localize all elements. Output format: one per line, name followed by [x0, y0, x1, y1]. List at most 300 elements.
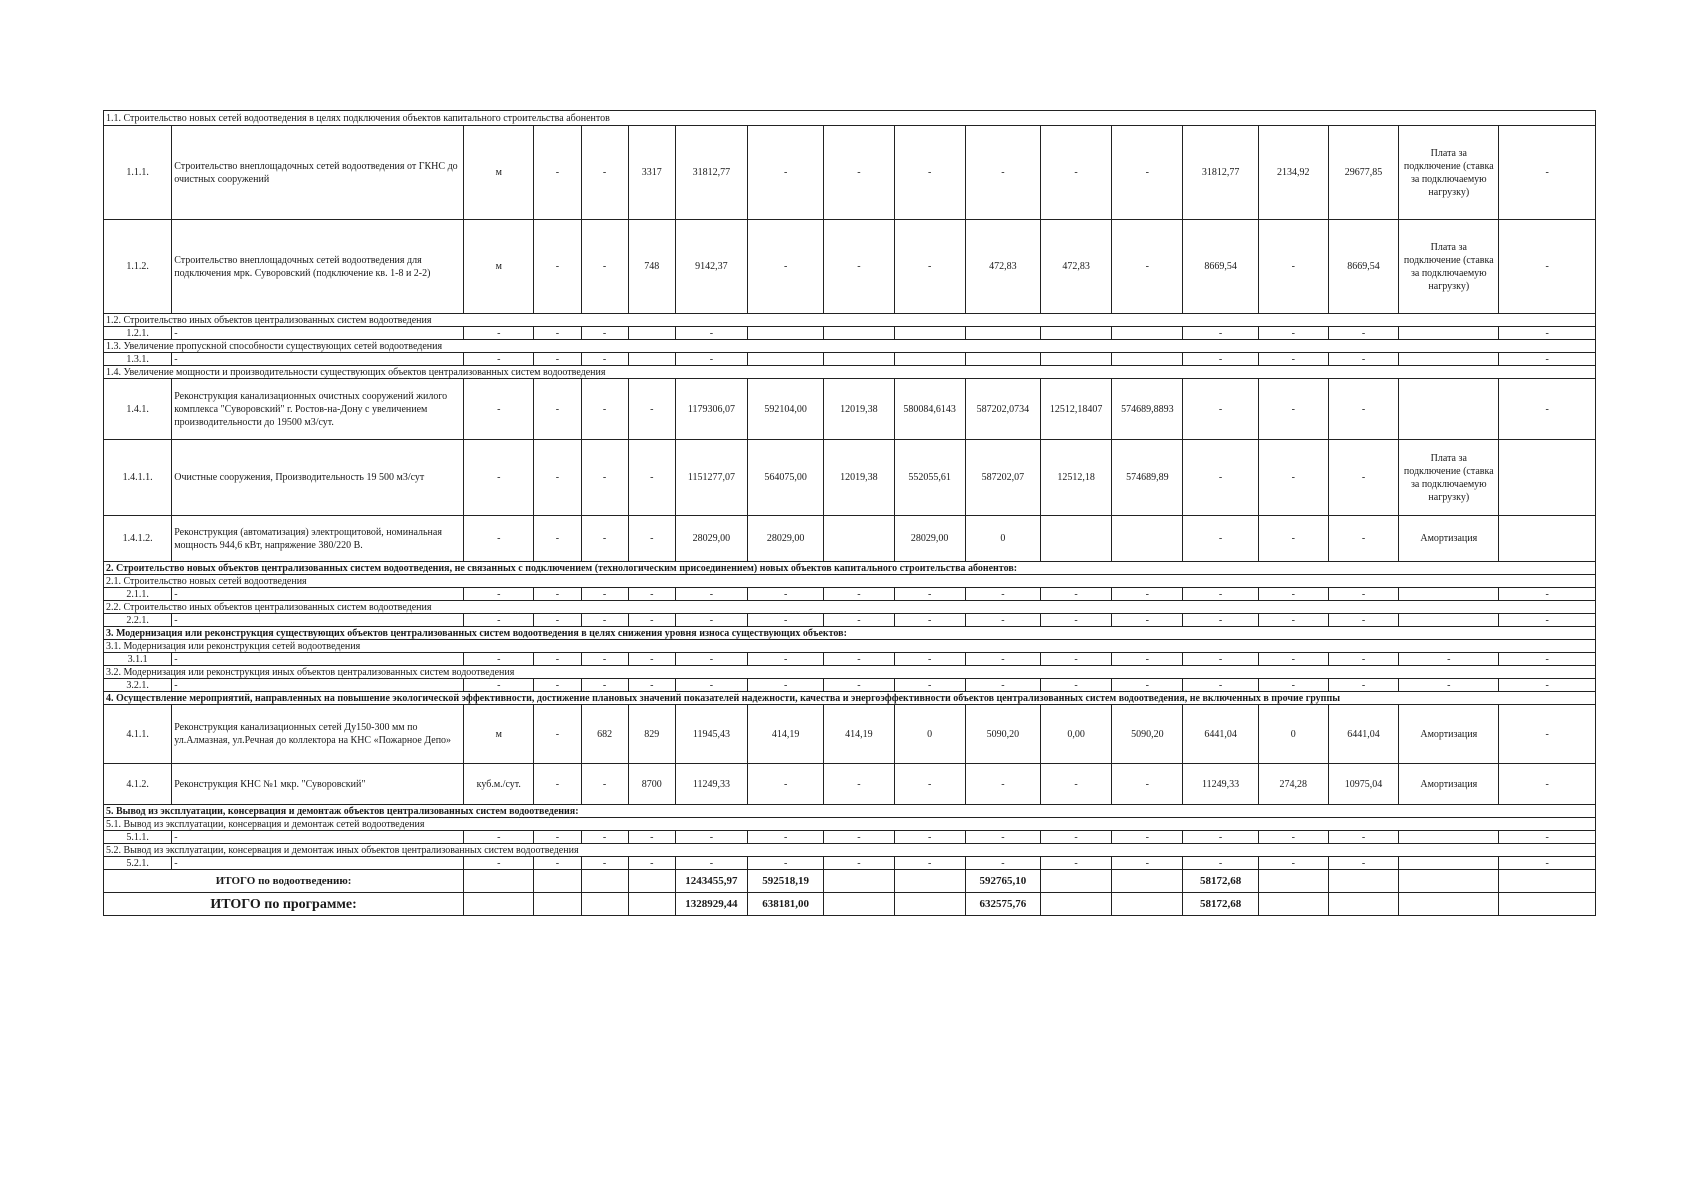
section-row	[104, 692, 1596, 705]
table-cell: 12019,38	[824, 440, 894, 516]
table-cell: -	[965, 614, 1040, 627]
table-cell: -	[1499, 353, 1596, 366]
table-cell: -	[534, 327, 581, 340]
table-cell: -	[894, 857, 965, 870]
table-cell: 28029,00	[675, 516, 747, 562]
table-cell	[1112, 327, 1183, 340]
table-cell: -	[1499, 327, 1596, 340]
table-cell: -	[894, 653, 965, 666]
row-number: 3.2.1.	[104, 679, 172, 692]
table-cell: -	[1112, 653, 1183, 666]
row-name: Реконструкция канализационных сетей Ду150-300 мм по ул.Алмазная, ул.Речная до коллектора на КНС «Пожарное Депо»	[172, 705, 464, 764]
total-label: ИТОГО по водоотведению:	[104, 870, 464, 893]
table-cell: -	[748, 831, 824, 844]
table-cell: 1151277,07	[675, 440, 747, 516]
table-cell: -	[748, 588, 824, 601]
table-cell: 580084,6143	[894, 379, 965, 440]
table-cell: -	[824, 614, 894, 627]
table-cell: -	[748, 653, 824, 666]
table-row	[104, 588, 1596, 601]
table-cell: -	[534, 653, 581, 666]
table-cell: 31812,77	[675, 126, 747, 220]
row-number: 3.1.1	[104, 653, 172, 666]
section-row	[104, 366, 1596, 379]
table-cell	[1040, 516, 1111, 562]
row-number: 1.1.2.	[104, 220, 172, 314]
table-cell: -	[1328, 379, 1398, 440]
total-cell	[464, 893, 534, 916]
total-cell	[894, 870, 965, 893]
total-cell: 638181,00	[748, 893, 824, 916]
table-cell: -	[675, 353, 747, 366]
total-cell	[1399, 870, 1499, 893]
table-cell	[965, 327, 1040, 340]
table-cell	[1399, 327, 1499, 340]
row-number: 1.4.1.	[104, 379, 172, 440]
table-cell: -	[675, 831, 747, 844]
table-cell: -	[534, 857, 581, 870]
table-cell: -	[824, 831, 894, 844]
table-cell: -	[1328, 679, 1398, 692]
table-cell: -	[1183, 857, 1258, 870]
table-cell: -	[675, 653, 747, 666]
table-cell: 12512,18407	[1040, 379, 1111, 440]
table-cell: -	[965, 679, 1040, 692]
table-cell: -	[1499, 588, 1596, 601]
table-cell: -	[894, 614, 965, 627]
table-cell: -	[581, 764, 628, 805]
table-cell: -	[464, 831, 534, 844]
table-cell	[1040, 353, 1111, 366]
row-name: -	[172, 614, 464, 627]
table-cell: 11249,33	[675, 764, 747, 805]
section-row	[104, 805, 1596, 818]
total-cell	[1499, 893, 1596, 916]
table-cell: 11945,43	[675, 705, 747, 764]
table-cell: 9142,37	[675, 220, 747, 314]
table-cell: -	[581, 588, 628, 601]
table-cell: -	[464, 614, 534, 627]
table-cell: -	[675, 614, 747, 627]
table-cell: 829	[628, 705, 675, 764]
table-cell: -	[894, 764, 965, 805]
table-cell: -	[1258, 588, 1328, 601]
total-cell: 58172,68	[1183, 893, 1258, 916]
row-number: 1.1.1.	[104, 126, 172, 220]
table-cell: -	[464, 516, 534, 562]
table-cell: -	[1399, 653, 1499, 666]
table-cell: -	[1499, 220, 1596, 314]
table-cell: -	[824, 653, 894, 666]
table-cell: -	[534, 588, 581, 601]
table-cell: Плата за подключение (ставка за подключаемую нагрузку)	[1399, 440, 1499, 516]
table-cell	[1399, 353, 1499, 366]
table-cell: 2134,92	[1258, 126, 1328, 220]
table-cell: -	[1112, 220, 1183, 314]
table-cell: -	[1112, 588, 1183, 601]
table-cell: -	[1183, 379, 1258, 440]
row-name: -	[172, 831, 464, 844]
table-cell: -	[1499, 831, 1596, 844]
table-cell	[1499, 516, 1596, 562]
section-heading: 5.2. Вывод из эксплуатации, консервация и демонтаж иных объектов централизованных систем водоотведения	[104, 844, 1596, 857]
table-cell: -	[1183, 831, 1258, 844]
table-cell: 29677,85	[1328, 126, 1398, 220]
table-cell: -	[965, 126, 1040, 220]
table-cell: -	[1399, 679, 1499, 692]
table-cell	[824, 327, 894, 340]
section-heading: 1.2. Строительство иных объектов централизованных систем водоотведения	[104, 314, 1596, 327]
table-cell: -	[1499, 614, 1596, 627]
section-heading: 1.3. Увеличение пропускной способности существующих сетей водоотведения	[104, 340, 1596, 353]
table-cell: -	[628, 857, 675, 870]
table-cell: -	[1183, 353, 1258, 366]
table-cell: куб.м./сут.	[464, 764, 534, 805]
row-number: 1.3.1.	[104, 353, 172, 366]
table-cell: -	[1258, 220, 1328, 314]
row-number: 1.2.1.	[104, 327, 172, 340]
table-cell: 3317	[628, 126, 675, 220]
row-number: 4.1.1.	[104, 705, 172, 764]
table-cell: 472,83	[965, 220, 1040, 314]
table-cell: -	[1258, 653, 1328, 666]
table-cell: 5090,20	[965, 705, 1040, 764]
table-cell: -	[1040, 588, 1111, 601]
table-cell: -	[1499, 679, 1596, 692]
section-heading: 4. Осуществление мероприятий, направленных на повышение экологической эффективности, достижение плановых значений показателей надежности, качества и энергоэффективности объектов централизованных систем водоотведения, не включенных в прочие группы	[104, 692, 1596, 705]
table-cell	[1040, 327, 1111, 340]
table-cell: 0	[965, 516, 1040, 562]
table-cell: -	[894, 679, 965, 692]
row-name: -	[172, 679, 464, 692]
table-cell: -	[1112, 679, 1183, 692]
total-row	[104, 893, 1596, 916]
table-cell: Амортизация	[1399, 764, 1499, 805]
table-cell: м	[464, 126, 534, 220]
table-row	[104, 679, 1596, 692]
table-cell: 587202,07	[965, 440, 1040, 516]
table-cell: 31812,77	[1183, 126, 1258, 220]
table-cell: 592104,00	[748, 379, 824, 440]
table-cell: -	[464, 379, 534, 440]
table-cell: -	[581, 440, 628, 516]
table-cell: 6441,04	[1183, 705, 1258, 764]
table-cell: -	[1328, 327, 1398, 340]
investment-program-table	[103, 110, 1596, 916]
table-cell: -	[628, 588, 675, 601]
total-cell	[1040, 870, 1111, 893]
table-cell: 8700	[628, 764, 675, 805]
table-cell: -	[748, 614, 824, 627]
section-row	[104, 562, 1596, 575]
table-cell: -	[628, 440, 675, 516]
row-number: 4.1.2.	[104, 764, 172, 805]
table-cell: -	[1328, 440, 1398, 516]
table-cell	[628, 353, 675, 366]
table-cell: 748	[628, 220, 675, 314]
table-cell: -	[464, 353, 534, 366]
table-cell: 274,28	[1258, 764, 1328, 805]
table-cell: -	[581, 327, 628, 340]
table-cell: -	[464, 857, 534, 870]
table-cell: -	[581, 653, 628, 666]
total-cell	[464, 870, 534, 893]
table-row	[104, 379, 1596, 440]
table-row	[104, 220, 1596, 314]
table-cell: -	[1183, 327, 1258, 340]
table-cell: -	[534, 126, 581, 220]
table-cell: 552055,61	[894, 440, 965, 516]
total-cell	[1328, 893, 1398, 916]
table-cell: -	[824, 679, 894, 692]
row-name: -	[172, 653, 464, 666]
table-cell: -	[534, 353, 581, 366]
table-cell: -	[628, 379, 675, 440]
table-cell: -	[894, 588, 965, 601]
table-cell: -	[824, 857, 894, 870]
table-cell	[1399, 614, 1499, 627]
table-cell: -	[675, 588, 747, 601]
total-cell	[628, 893, 675, 916]
row-number: 1.4.1.1.	[104, 440, 172, 516]
table-cell: -	[464, 653, 534, 666]
section-row	[104, 314, 1596, 327]
table-row	[104, 653, 1596, 666]
table-cell: -	[1258, 857, 1328, 870]
table-row	[104, 831, 1596, 844]
table-cell: -	[581, 353, 628, 366]
table-row	[104, 440, 1596, 516]
row-name: -	[172, 857, 464, 870]
table-cell: 1179306,07	[675, 379, 747, 440]
total-cell	[824, 893, 894, 916]
table-row	[104, 327, 1596, 340]
table-cell: -	[748, 126, 824, 220]
table-cell: -	[1183, 614, 1258, 627]
table-cell: -	[1328, 857, 1398, 870]
table-cell: -	[581, 379, 628, 440]
table-cell: -	[1183, 516, 1258, 562]
table-row	[104, 705, 1596, 764]
table-row	[104, 516, 1596, 562]
table-cell: 0	[894, 705, 965, 764]
table-cell: 28029,00	[894, 516, 965, 562]
table-cell: -	[1183, 588, 1258, 601]
table-cell: -	[1040, 679, 1111, 692]
table-cell: -	[1499, 705, 1596, 764]
total-cell	[1499, 870, 1596, 893]
table-cell: 682	[581, 705, 628, 764]
section-row	[104, 111, 1596, 126]
table-cell: -	[675, 857, 747, 870]
section-heading: 3. Модернизация или реконструкция существующих объектов централизованных систем водоотведения в целях снижения уровня износа существующих объектов:	[104, 627, 1596, 640]
table-cell: -	[581, 614, 628, 627]
table-cell: м	[464, 705, 534, 764]
table-cell: -	[824, 764, 894, 805]
total-cell	[1112, 893, 1183, 916]
section-row	[104, 666, 1596, 679]
table-cell: -	[464, 679, 534, 692]
table-cell: -	[965, 831, 1040, 844]
table-cell: -	[628, 516, 675, 562]
section-heading: 2. Строительство новых объектов централизованных систем водоотведения, не связанных с подключением (технологическим присоединением) новых объектов капитального строительства абонентов:	[104, 562, 1596, 575]
table-cell: 574689,8893	[1112, 379, 1183, 440]
table-cell: -	[1328, 588, 1398, 601]
section-heading: 3.1. Модернизация или реконструкция сетей водоотведения	[104, 640, 1596, 653]
total-label: ИТОГО по программе:	[104, 893, 464, 916]
total-cell	[581, 870, 628, 893]
row-number: 1.4.1.2.	[104, 516, 172, 562]
table-cell: -	[1258, 327, 1328, 340]
table-cell: -	[1328, 353, 1398, 366]
table-cell: -	[581, 126, 628, 220]
table-cell: -	[581, 220, 628, 314]
total-cell	[1258, 870, 1328, 893]
table-cell	[1112, 516, 1183, 562]
total-cell	[628, 870, 675, 893]
table-cell: 12019,38	[824, 379, 894, 440]
table-cell: -	[675, 679, 747, 692]
table-cell: -	[581, 831, 628, 844]
table-cell: -	[965, 857, 1040, 870]
table-cell: -	[1040, 614, 1111, 627]
table-cell: -	[1183, 679, 1258, 692]
table-cell: -	[894, 220, 965, 314]
table-cell: -	[464, 588, 534, 601]
row-name: Реконструкция канализационных очистных сооружений жилого комплекса "Суворовский" г. Ростов-на-Дону с увеличением производительности до 19500 м3/сут.	[172, 379, 464, 440]
table-cell: 0	[1258, 705, 1328, 764]
table-cell: -	[1040, 764, 1111, 805]
table-cell: -	[748, 857, 824, 870]
section-heading: 5.1. Вывод из эксплуатации, консервация и демонтаж сетей водоотведения	[104, 818, 1596, 831]
table-cell: -	[534, 440, 581, 516]
row-name: Реконструкция КНС №1 мкр. "Суворовский"	[172, 764, 464, 805]
total-cell	[534, 870, 581, 893]
table-row	[104, 614, 1596, 627]
table-cell	[628, 327, 675, 340]
table-cell: 587202,0734	[965, 379, 1040, 440]
table-cell: -	[748, 764, 824, 805]
section-row	[104, 844, 1596, 857]
table-cell: -	[1258, 516, 1328, 562]
table-cell: -	[1112, 764, 1183, 805]
table-cell: -	[534, 705, 581, 764]
table-cell: -	[581, 857, 628, 870]
table-cell: 11249,33	[1183, 764, 1258, 805]
table-cell: -	[824, 588, 894, 601]
row-name: Очистные сооружения, Производительность 19 500 м3/сут	[172, 440, 464, 516]
row-name: Строительство внеплощадочных сетей водоотведения для подключения мрк. Суворовский (подключение кв. 1-8 и 2-2)	[172, 220, 464, 314]
table-cell	[748, 353, 824, 366]
table-cell: -	[534, 516, 581, 562]
section-heading: 1.4. Увеличение мощности и производительности существующих объектов централизованных систем водоотведения	[104, 366, 1596, 379]
table-cell: -	[1499, 764, 1596, 805]
total-cell: 592765,10	[965, 870, 1040, 893]
table-cell: -	[628, 679, 675, 692]
row-number: 5.2.1.	[104, 857, 172, 870]
table-cell: Плата за подключение (ставка за подключаемую нагрузку)	[1399, 220, 1499, 314]
table-cell: 28029,00	[748, 516, 824, 562]
table-cell: -	[965, 588, 1040, 601]
row-name: -	[172, 327, 464, 340]
total-cell	[1328, 870, 1398, 893]
table-cell: -	[464, 440, 534, 516]
section-heading: 5. Вывод из эксплуатации, консервация и демонтаж объектов централизованных систем водоотведения:	[104, 805, 1596, 818]
section-heading: 1.1. Строительство новых сетей водоотведения в целях подключения объектов капитального строительства абонентов	[104, 111, 1596, 126]
table-cell: -	[965, 764, 1040, 805]
table-cell: Амортизация	[1399, 705, 1499, 764]
table-cell: -	[1183, 653, 1258, 666]
table-cell: -	[464, 327, 534, 340]
total-cell: 1243455,97	[675, 870, 747, 893]
table-cell	[1399, 831, 1499, 844]
section-row	[104, 818, 1596, 831]
table-cell: -	[1040, 857, 1111, 870]
total-cell	[1112, 870, 1183, 893]
table-cell: -	[581, 516, 628, 562]
table-cell: -	[1040, 126, 1111, 220]
table-cell: 564075,00	[748, 440, 824, 516]
table-cell	[824, 516, 894, 562]
total-cell	[894, 893, 965, 916]
table-cell: -	[1258, 831, 1328, 844]
table-cell: 8669,54	[1328, 220, 1398, 314]
table-cell: -	[748, 679, 824, 692]
total-row	[104, 870, 1596, 893]
table-cell: -	[1258, 379, 1328, 440]
table-cell	[1399, 857, 1499, 870]
total-cell: 592518,19	[748, 870, 824, 893]
table-cell: -	[1112, 126, 1183, 220]
table-cell	[894, 353, 965, 366]
table-row	[104, 764, 1596, 805]
table-cell: -	[534, 831, 581, 844]
table-cell: 414,19	[824, 705, 894, 764]
table-cell: 574689,89	[1112, 440, 1183, 516]
table-cell: -	[1040, 653, 1111, 666]
row-name: Реконструкция (автоматизация) электрощитовой, номинальная мощность 944,6 кВт, напряжение 380/220 В.	[172, 516, 464, 562]
table-cell: -	[1499, 653, 1596, 666]
table-cell: 5090,20	[1112, 705, 1183, 764]
table-cell: -	[748, 220, 824, 314]
table-cell	[965, 353, 1040, 366]
section-row	[104, 640, 1596, 653]
table-cell: -	[1112, 831, 1183, 844]
table-cell: -	[965, 653, 1040, 666]
table-cell	[1499, 440, 1596, 516]
table-cell: 472,83	[1040, 220, 1111, 314]
total-cell	[1399, 893, 1499, 916]
row-name: Строительство внеплощадочных сетей водоотведения от ГКНС до очистных сооружений	[172, 126, 464, 220]
total-cell: 632575,76	[965, 893, 1040, 916]
table-cell: Амортизация	[1399, 516, 1499, 562]
row-number: 2.1.1.	[104, 588, 172, 601]
table-cell: 414,19	[748, 705, 824, 764]
section-heading: 2.2. Строительство иных объектов централизованных систем водоотведения	[104, 601, 1596, 614]
table-cell: -	[824, 220, 894, 314]
row-number: 2.2.1.	[104, 614, 172, 627]
table-cell	[1112, 353, 1183, 366]
table-cell: -	[534, 614, 581, 627]
table-cell: Плата за подключение (ставка за подключаемую нагрузку)	[1399, 126, 1499, 220]
table-cell: -	[1112, 614, 1183, 627]
section-row	[104, 627, 1596, 640]
total-cell	[534, 893, 581, 916]
table-cell: -	[534, 679, 581, 692]
table-cell: -	[534, 379, 581, 440]
section-row	[104, 601, 1596, 614]
section-row	[104, 575, 1596, 588]
